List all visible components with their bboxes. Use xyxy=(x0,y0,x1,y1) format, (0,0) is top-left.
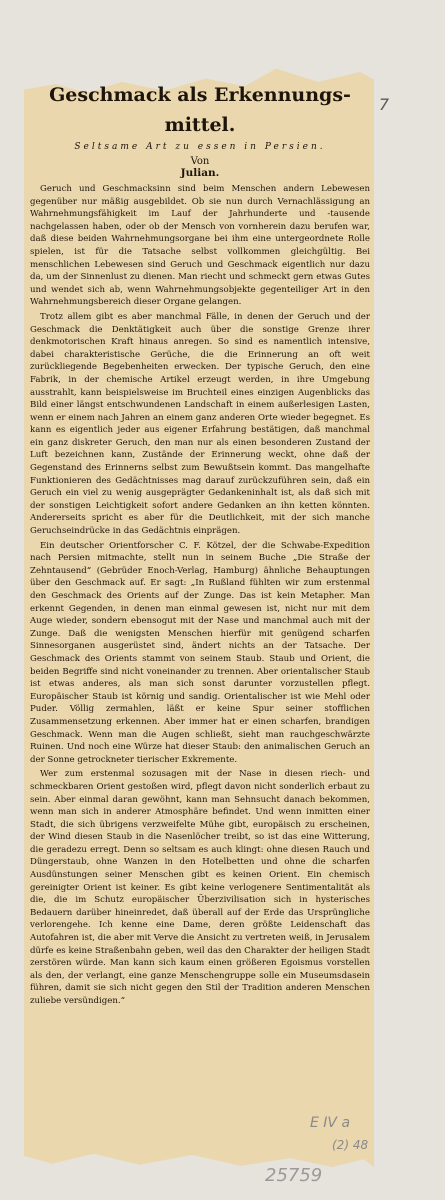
article-subtitle: Seltsame Art zu essen in Persien. xyxy=(74,142,326,152)
paragraph-1: Geruch und Geschmacksinn sind beim Menschen andern Lebewesen gegenüber nur mäßig ausgebildet. Ob sie nun durch Vernachlässigung an Wahrnehmungsfähigkeit im Lauf der Jahrhunderte und -tausende nachgelassen haben, oder ob der Mensch von vornherein dazu berufen war, daß diese beiden Wahrnehmungsorgane bei ihm eine untergeordnete Rolle spielen, ist für die Tatsache selbst vollkommen gleichgültig. Bei menschlichen Lebewesen sind Geruch und Geschmack eigentlich nur dazu da, um der Sinnenlust zu dienen. Man riecht und schmeckt gern etwas Gutes und wendet sich ab, wenn Wahrnehmungsobjekte gegenteiliger Art in den Wahrnehmungsbereich dieser Organe gelangen. xyxy=(30,184,370,308)
page-number-annotation: 7 xyxy=(378,95,389,114)
article xyxy=(30,80,370,1010)
article-title: Geschmack als Erkennungs-mittel. xyxy=(49,84,351,136)
paragraph-2: Trotz allem gibt es aber manchmal Fälle, in denen der Geruch und der Geschmack die Denktätigkeit auch über die sonstige Grenze ihrer denkmotorischen Kraft hinaus anregen. So sind es namentlich intensive, dabei charakteristische Gerüche, die die Erinnerung an oft weit zurückliegende Begebenheiten erwecken. Der typische Geruch, den eine Fabrik, in der chemische Artikel erzeugt werden, in ihre Umgebung ausstrahlt, kann beispielsweise im Bruchteil eines einzigen Augenblicks das Bild einer längst entschwundenen Landschaft in einem außerlesigen Lasten, wenn er einem nach Jahren an einem ganz anderen Orte wieder begegnet. Es kann es eigentlich jeder aus eigener Erfahrung bestätigen, daß manchmal ein ganz diskreter Geruch, den man nur als einen besonderen Zustand der Luft bezeichnen kann, Zustände der Erinnerung weckt, ohne daß der Gegenstand des Erinnerns selbst zum Bewußtsein kommt. Das mangelhafte Funktionieren des Gedächtnisses mag darauf zurückzuführen sein, daß ein Geruch ein viel zu wenig ausgeprägter Gedankeninhalt ist, als daß sich mit der sonstigen Leichtigkeit sofort andere Gedanken an ihn ketten könnten. Andererseits spricht es aber für die Deutlichkeit, mit der sich manche Geruchseindrücke in das Gedächtnis einprägen. xyxy=(30,311,370,537)
paragraph-4: Wer zum erstenmal sozusagen mit der Nase in diesen riech- und schmeckbaren Orient gestoßen wird, pflegt davon nicht sonderlich erbaut zu sein. Aber einmal daran gewöhnt, kann man Sehnsucht danach bekommen, wenn man sich in anderer Atmosphäre befindet. Und wenn inmitten einer Stadt, die sich übrigens verzweifelte Mühe gibt, europäisch zu erscheinen, der Wind diesen Staub in die Nasenlöcher treibt, so ist das eine Witterung, die geradezu erregt. Denn so seltsam es auch klingt: ohne diesen Rauch und Düngerstaub, ohne Wanzen in den Hotelbetten und ohne die scharfen Ausdünstungen seiner Menschen gibt es keinen Orient. Ein chemisch gereinigter Orient ist keiner. Es gibt keine verlogenere Sentimentalität als die, die im Schutz europäischer Überzivilisation sich in hysterisches Bedauern darüber hineinredet, daß überall auf der Erde das Ursprüngliche verlorengehe. Ich kenne eine Dame, deren größte Leidenschaft das Autofahren ist, die aber mit Verve die Ansicht zu vertreten weiß, in Jerusalem dürfe es keine Straßenbahn geben, weil das den Charakter der heiligen Stadt zerstören würde. Man kann sich kaum einen größeren Egoismus vorstellen als den, der verlangt, eine ganze Menschengruppe solle ein Museumsdasein führen, damit sie sich nicht gegen den Stil der Tradition anderen Menschen zuliebe versündigen.“ xyxy=(30,769,370,1006)
archive-signature-1: E IV a xyxy=(310,1115,351,1131)
paragraph-3: Ein deutscher Orientforscher C. F. Kötzel, der die Schwabe-Expedition nach Persien mitmachte, stellt nun in seinem Buche „Die Straße der Zehntausend“ (Gebrüder Enoch-Verlag, Hamburg) ähnliche Behauptungen über den Geschmack auf. Er sagt: „In Rußland fühlten wir zum erstenmal den Geschmack des Orients auf der Zunge. Das ist kein Metapher. Man erkennt Gegenden, in denen man einmal gewesen ist, nicht nur mit dem Auge wieder, sondern ebensogut mit der Nase und manchmal auch mit der Zunge. Daß die wenigsten Menschen hierfür mit genügend scharfen Sinnesorganen ausgerüstet sind, ändert nichts an der Tatsache. Der Geschmack des Orients stammt von seinem Staub. Staub und Orient, die beiden Begriffe sind nicht voneinander zu trennen. Aber orientalischer Staub ist etwas anderes, als man sich sonst darunter vorzustellen pflegt. Europäischer Staub ist körnig und sandig. Orientalischer ist wie Mehl oder Puder. Völlig zermahlen, läßt er keine Spur seiner stofflichen Zusammensetzung erkennen. Aber immer hat er einen scharfen, brandigen Geschmack. Wenn man die Augen schließt, sieht man rauchgeschwärzte Ruinen. Und noch eine Würze hat dieser Staub: den animalischen Geruch an der Sonne getrockneter tierischer Exkremente. xyxy=(30,540,370,765)
archive-number: 25759 xyxy=(265,1165,323,1186)
archive-signature-2: (2) 48 xyxy=(332,1138,369,1152)
byline-von: Von xyxy=(190,156,210,167)
byline-author: Julian. xyxy=(180,167,220,179)
